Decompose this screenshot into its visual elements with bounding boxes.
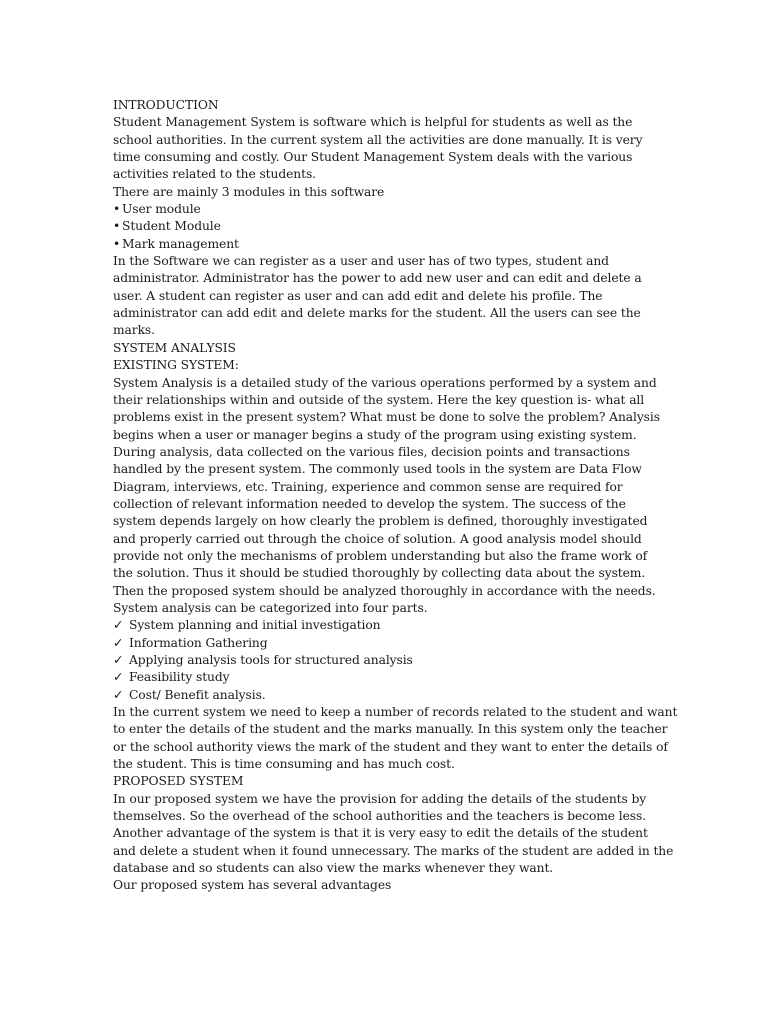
current-system-line: the student. This is time consuming and has much cost. xyxy=(113,757,455,772)
analysis-part-label: Information Gathering xyxy=(129,635,268,650)
analysis-line: Diagram, interviews, etc. Training, experience and common sense are required for xyxy=(113,479,623,494)
analysis-line: handled by the present system. The commonly used tools in the system are Data Flow xyxy=(113,462,642,477)
analysis-line: the solution. Thus it should be studied thoroughly by collecting data about the system. xyxy=(113,566,646,581)
analysis-part-item xyxy=(113,635,658,652)
intro-line: school authorities. In the current system all the activities are done manually. It is very xyxy=(113,132,643,147)
analysis-line: system depends largely on how clearly the problem is defined, thoroughly investigated xyxy=(113,514,648,529)
software-line: marks. xyxy=(113,323,155,338)
module-label: Mark management xyxy=(122,236,239,251)
document-page xyxy=(113,97,678,895)
bullet-icon: • xyxy=(113,236,121,251)
module-list-item xyxy=(113,236,658,253)
software-line: user. A student can register as user and can add edit and delete his profile. The xyxy=(113,288,603,303)
analysis-part-item xyxy=(113,652,658,669)
analysis-line: System analysis can be categorized into four parts. xyxy=(113,600,428,615)
intro-heading: INTRODUCTION xyxy=(113,98,219,112)
proposed-system-line: In our proposed system we have the provision for adding the details of the students by xyxy=(113,791,647,806)
proposed-system-line: database and so students can also view the marks whenever they want. xyxy=(113,861,554,876)
analysis-part-label: Feasibility study xyxy=(129,670,230,685)
checkmark-icon: ✓ xyxy=(113,687,124,702)
intro-line: There are mainly 3 modules in this software xyxy=(113,184,385,199)
module-label: User module xyxy=(122,202,201,217)
current-system-line: to enter the details of the student and the marks manually. In this system only the teacher xyxy=(113,722,668,737)
checkmark-icon: ✓ xyxy=(113,635,124,650)
intro-line: time consuming and costly. Our Student Management System deals with the various xyxy=(113,150,633,165)
checkmark-icon: ✓ xyxy=(113,618,124,633)
analysis-part-label: Applying analysis tools for structured analysis xyxy=(129,653,413,667)
analysis-part-item xyxy=(113,669,658,686)
module-list-item xyxy=(113,201,658,218)
analysis-line: begins when a user or manager begins a study of the program using existing system. xyxy=(113,427,637,442)
intro-line: Student Management System is software which is helpful for students as well as the xyxy=(113,115,633,130)
proposed-system-line: Another advantage of the system is that it is very easy to edit the details of the student xyxy=(113,826,648,841)
intro-line: activities related to the students. xyxy=(113,167,316,182)
analysis-part-label: System planning and initial investigation xyxy=(129,618,381,633)
analysis-part-label: Cost/ Benefit analysis. xyxy=(129,687,266,702)
analysis-line: During analysis, data collected on the various files, decision points and transactions xyxy=(113,444,630,459)
analysis-line: provide not only the mechanisms of problem understanding but also the frame work of xyxy=(113,548,648,563)
analysis-line: collection of relevant information needed to develop the system. The success of the xyxy=(113,496,626,511)
checkmark-icon: ✓ xyxy=(113,670,124,685)
analysis-line: problems exist in the present system? What must be done to solve the problem? Analysis xyxy=(113,410,660,425)
current-system-line: or the school authority views the mark of the student and they want to enter the details of xyxy=(113,739,668,754)
bullet-icon: • xyxy=(113,202,121,217)
software-line: administrator. Administrator has the power to add new user and can edit and delete a xyxy=(113,271,642,286)
bullet-icon: • xyxy=(113,219,121,234)
module-label: Student Module xyxy=(122,219,221,234)
analysis-heading: SYSTEM ANALYSIS xyxy=(113,340,236,355)
analysis-line: and properly carried out through the choice of solution. A good analysis model should xyxy=(113,531,642,546)
module-list-item xyxy=(113,218,658,235)
proposed-system-line: Our proposed system has several advantages xyxy=(113,878,392,893)
analysis-part-item xyxy=(113,617,658,634)
proposed-system-line: themselves. So the overhead of the school authorities and the teachers is become less. xyxy=(113,809,647,824)
analysis-part-item xyxy=(113,687,658,704)
software-line: administrator can add edit and delete marks for the student. All the users can see the xyxy=(113,306,641,321)
software-line: In the Software we can register as a user and user has of two types, student and xyxy=(113,254,609,269)
checkmark-icon: ✓ xyxy=(113,653,124,667)
analysis-line: Then the proposed system should be analyzed thoroughly in accordance with the needs. xyxy=(113,583,656,598)
proposed-system-heading: PROPOSED SYSTEM xyxy=(113,774,244,789)
proposed-system-line: and delete a student when it found unnecessary. The marks of the student are added in the xyxy=(113,843,674,858)
current-system-line: In the current system we need to keep a number of records related to the student and want xyxy=(113,705,678,720)
analysis-line: their relationships within and outside of the system. Here the key question is- what all xyxy=(113,392,645,407)
analysis-line: System Analysis is a detailed study of the various operations performed by a system and xyxy=(113,375,657,390)
existing-system-heading: EXISTING SYSTEM: xyxy=(113,358,239,373)
